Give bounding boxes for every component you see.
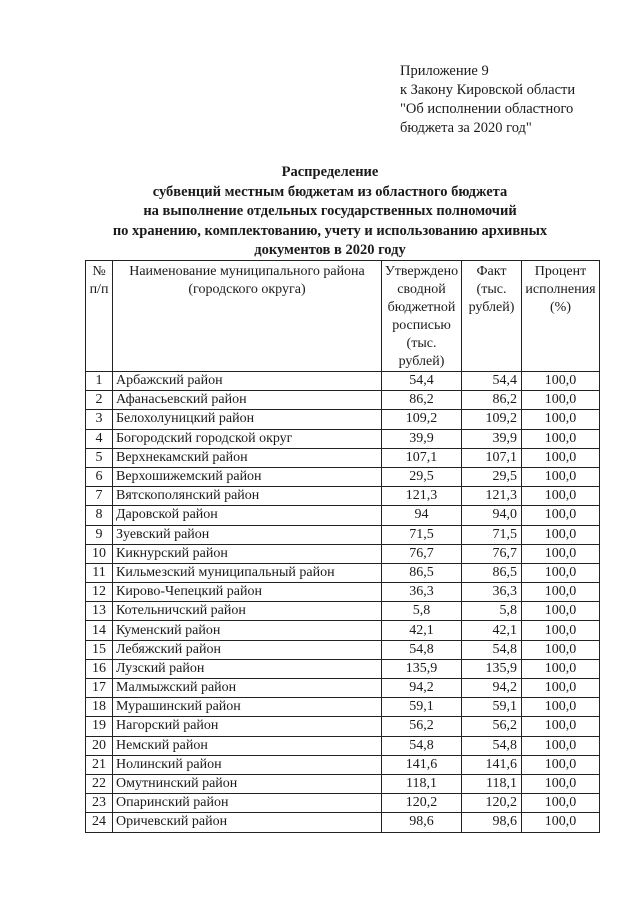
table-row	[86, 755, 600, 774]
execution-percent: 100,0	[522, 448, 600, 467]
execution-percent: 100,0	[522, 410, 600, 429]
district-name: Лузский район	[113, 659, 382, 678]
approved-amount: 94	[382, 506, 462, 525]
execution-percent: 100,0	[522, 429, 600, 448]
district-name: Лебяжский район	[113, 640, 382, 659]
appendix-line: бюджета за 2020 год"	[400, 120, 532, 136]
district-name: Богородский городской округ	[113, 429, 382, 448]
row-number: 5	[86, 448, 113, 467]
approved-amount: 59,1	[382, 698, 462, 717]
district-name: Куменский район	[113, 621, 382, 640]
approved-amount: 86,5	[382, 563, 462, 582]
execution-percent: 100,0	[522, 813, 600, 832]
row-number: 3	[86, 410, 113, 429]
title-line: субвенций местным бюджетам из областного бюджета	[152, 183, 508, 200]
approved-amount: 98,6	[382, 813, 462, 832]
fact-amount: 39,9	[462, 429, 522, 448]
execution-percent: 100,0	[522, 621, 600, 640]
table-row	[86, 717, 600, 736]
approved-amount: 29,5	[382, 467, 462, 486]
appendix-line: к Закону Кировской области	[400, 82, 576, 98]
row-number: 8	[86, 506, 113, 525]
district-name: Нолинский район	[113, 755, 382, 774]
district-name: Мурашинский район	[113, 698, 382, 717]
title-line: Распределение	[281, 164, 379, 180]
approved-amount: 56,2	[382, 717, 462, 736]
fact-amount: 94,2	[462, 679, 522, 698]
approved-amount: 121,3	[382, 487, 462, 506]
row-number: 2	[86, 391, 113, 410]
execution-percent: 100,0	[522, 544, 600, 563]
header-num: № п/п	[86, 261, 113, 372]
header-approved: Утверждено сводной бюджетной росписью (тыс. рублей)	[382, 261, 462, 372]
table-row	[86, 774, 600, 793]
district-name: Омутнинский район	[113, 774, 382, 793]
table-header-row	[86, 261, 600, 372]
fact-amount: 121,3	[462, 487, 522, 506]
table-row	[86, 736, 600, 755]
execution-percent: 100,0	[522, 659, 600, 678]
table-row	[86, 525, 600, 544]
approved-amount: 54,8	[382, 640, 462, 659]
district-name: Малмыжский район	[113, 679, 382, 698]
execution-percent: 100,0	[522, 467, 600, 486]
execution-percent: 100,0	[522, 487, 600, 506]
district-name: Котельничский район	[113, 602, 382, 621]
table-row	[86, 563, 600, 582]
district-name: Вятскополянский район	[113, 487, 382, 506]
table-row	[86, 391, 600, 410]
execution-percent: 100,0	[522, 525, 600, 544]
row-number: 4	[86, 429, 113, 448]
execution-percent: 100,0	[522, 391, 600, 410]
fact-amount: 94,0	[462, 506, 522, 525]
approved-amount: 39,9	[382, 429, 462, 448]
district-name: Афанасьевский район	[113, 391, 382, 410]
approved-amount: 54,8	[382, 736, 462, 755]
approved-amount: 109,2	[382, 410, 462, 429]
fact-amount: 107,1	[462, 448, 522, 467]
approved-amount: 71,5	[382, 525, 462, 544]
row-number: 1	[86, 372, 113, 391]
fact-amount: 36,3	[462, 583, 522, 602]
district-name: Опаринский район	[113, 794, 382, 813]
appendix-note	[400, 62, 630, 138]
row-number: 9	[86, 525, 113, 544]
fact-amount: 5,8	[462, 602, 522, 621]
table-row	[86, 679, 600, 698]
execution-percent: 100,0	[522, 679, 600, 698]
district-name: Верхошижемский район	[113, 467, 382, 486]
district-name: Арбажский район	[113, 372, 382, 391]
fact-amount: 120,2	[462, 794, 522, 813]
table-body	[86, 372, 600, 833]
execution-percent: 100,0	[522, 717, 600, 736]
appendix-line: "Об исполнении областного	[400, 101, 574, 117]
row-number: 12	[86, 583, 113, 602]
district-name: Немский район	[113, 736, 382, 755]
title-line: на выполнение отдельных государственных полномочий	[143, 203, 517, 219]
approved-amount: 36,3	[382, 583, 462, 602]
district-name: Даровской район	[113, 506, 382, 525]
approved-amount: 141,6	[382, 755, 462, 774]
table-row	[86, 813, 600, 832]
table-row	[86, 794, 600, 813]
table-row	[86, 621, 600, 640]
execution-percent: 100,0	[522, 372, 600, 391]
table-row	[86, 410, 600, 429]
approved-amount: 94,2	[382, 679, 462, 698]
district-name: Верхнекамский район	[113, 448, 382, 467]
table-row	[86, 506, 600, 525]
fact-amount: 59,1	[462, 698, 522, 717]
table-row	[86, 429, 600, 448]
table-row	[86, 602, 600, 621]
row-number: 16	[86, 659, 113, 678]
district-name: Оричевский район	[113, 813, 382, 832]
execution-percent: 100,0	[522, 774, 600, 793]
district-name: Кирово-Чепецкий район	[113, 583, 382, 602]
table-row	[86, 448, 600, 467]
row-number: 7	[86, 487, 113, 506]
header-percent: Процент исполнения (%)	[522, 261, 600, 372]
approved-amount: 135,9	[382, 659, 462, 678]
fact-amount: 71,5	[462, 525, 522, 544]
header-name: Наименование муниципального района (городского округа)	[113, 261, 382, 372]
row-number: 20	[86, 736, 113, 755]
subvention-table	[85, 260, 600, 833]
fact-amount: 141,6	[462, 755, 522, 774]
fact-amount: 54,4	[462, 372, 522, 391]
row-number: 14	[86, 621, 113, 640]
execution-percent: 100,0	[522, 506, 600, 525]
approved-amount: 5,8	[382, 602, 462, 621]
approved-amount: 86,2	[382, 391, 462, 410]
approved-amount: 107,1	[382, 448, 462, 467]
row-number: 6	[86, 467, 113, 486]
district-name: Белохолуницкий район	[113, 410, 382, 429]
district-name: Зуевский район	[113, 525, 382, 544]
fact-amount: 76,7	[462, 544, 522, 563]
approved-amount: 54,4	[382, 372, 462, 391]
fact-amount: 109,2	[462, 410, 522, 429]
table-row	[86, 640, 600, 659]
table-row	[86, 372, 600, 391]
appendix-line: Приложение 9	[400, 63, 489, 79]
fact-amount: 54,8	[462, 736, 522, 755]
table-row	[86, 698, 600, 717]
row-number: 22	[86, 774, 113, 793]
execution-percent: 100,0	[522, 583, 600, 602]
district-name: Кильмезский муниципальный район	[113, 563, 382, 582]
document-title	[80, 163, 580, 261]
table-row	[86, 467, 600, 486]
row-number: 15	[86, 640, 113, 659]
row-number: 18	[86, 698, 113, 717]
row-number: 10	[86, 544, 113, 563]
execution-percent: 100,0	[522, 698, 600, 717]
approved-amount: 76,7	[382, 544, 462, 563]
row-number: 17	[86, 679, 113, 698]
fact-amount: 42,1	[462, 621, 522, 640]
fact-amount: 56,2	[462, 717, 522, 736]
district-name: Кикнурский район	[113, 544, 382, 563]
title-line: документов в 2020 году	[254, 242, 406, 258]
row-number: 19	[86, 717, 113, 736]
row-number: 23	[86, 794, 113, 813]
approved-amount: 118,1	[382, 774, 462, 793]
approved-amount: 42,1	[382, 621, 462, 640]
execution-percent: 100,0	[522, 755, 600, 774]
fact-amount: 118,1	[462, 774, 522, 793]
table-row	[86, 544, 600, 563]
execution-percent: 100,0	[522, 640, 600, 659]
table-row	[86, 487, 600, 506]
execution-percent: 100,0	[522, 736, 600, 755]
district-name: Нагорский район	[113, 717, 382, 736]
row-number: 13	[86, 602, 113, 621]
fact-amount: 29,5	[462, 467, 522, 486]
fact-amount: 54,8	[462, 640, 522, 659]
fact-amount: 86,5	[462, 563, 522, 582]
execution-percent: 100,0	[522, 563, 600, 582]
row-number: 11	[86, 563, 113, 582]
execution-percent: 100,0	[522, 794, 600, 813]
header-fact: Факт (тыс. рублей)	[462, 261, 522, 372]
fact-amount: 135,9	[462, 659, 522, 678]
title-line: по хранению, комплектованию, учету и использованию архивных	[112, 222, 548, 239]
row-number: 21	[86, 755, 113, 774]
row-number: 24	[86, 813, 113, 832]
fact-amount: 86,2	[462, 391, 522, 410]
table-row	[86, 659, 600, 678]
fact-amount: 98,6	[462, 813, 522, 832]
approved-amount: 120,2	[382, 794, 462, 813]
execution-percent: 100,0	[522, 602, 600, 621]
table-row	[86, 583, 600, 602]
